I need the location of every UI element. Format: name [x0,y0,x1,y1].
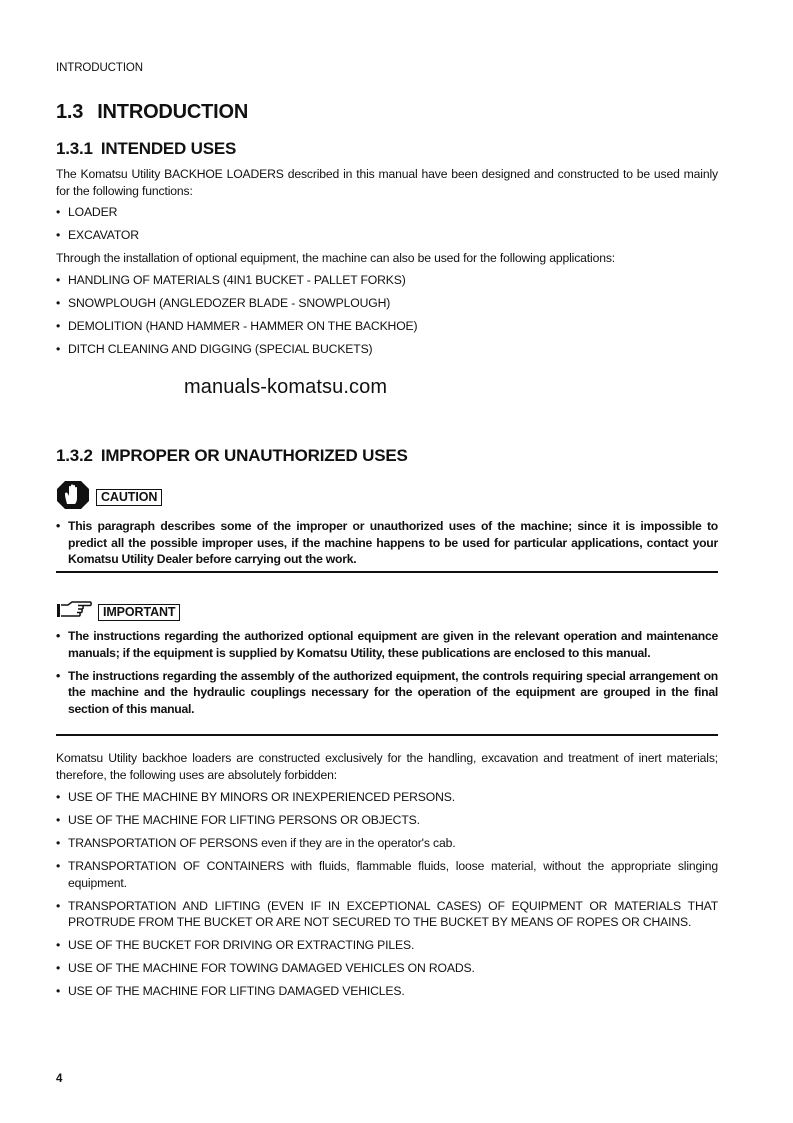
optional-equipment-intro: Through the installation of optional equipment, the machine can also be used for the following applications: [56,251,616,265]
list-item: • EXCAVATOR [56,227,718,244]
list-item: • USE OF THE BUCKET FOR DRIVING OR EXTRACTING PILES. [56,937,718,954]
functions-list [56,204,718,250]
section-heading [56,101,248,124]
subsection-heading-improper-uses [56,446,408,466]
list-item: • HANDLING OF MATERIALS (4IN1 BUCKET - PALLET FORKS) [56,272,718,289]
subsection-number: 1.3.2 [56,446,93,465]
page-number: 4 [56,1073,63,1085]
subsection-title: IMPROPER OR UNAUTHORIZED USES [100,446,408,465]
caution-notice [56,480,718,515]
subsection-number: 1.3.1 [56,139,93,158]
list-item: • USE OF THE MACHINE FOR TOWING DAMAGED VEHICLES ON ROADS. [56,960,718,977]
divider [56,734,718,736]
caution-list [56,518,718,568]
forbidden-uses-intro: Komatsu Utility backhoe loaders are constructed exclusively for the handling, excavation and treatment of inert materials; therefore, the following uses are absolutely forbidden: [56,751,718,782]
list-item: • USE OF THE MACHINE BY MINORS OR INEXPERIENCED PERSONS. [56,789,718,806]
list-item: • DEMOLITION (HAND HAMMER - HAMMER ON THE BACKHOE) [56,318,718,335]
applications-list [56,272,718,364]
list-item: • TRANSPORTATION OF PERSONS even if they are in the operator's cab. [56,835,718,852]
list-item: • The instructions regarding the assembly of the authorized equipment, the controls requiring special arrangement on the machine and the hydraulic couplings necessary for the operation of the equipment are grouped in the final section of this manual. [56,668,718,718]
pointing-hand-icon [56,601,92,624]
list-item: • TRANSPORTATION OF CONTAINERS with fluids, flammable fluids, loose material, without the appropriate slinging equipment. [56,858,718,891]
section-title: INTRODUCTION [97,101,249,123]
hand-stop-icon [56,480,90,515]
important-label: IMPORTANT [98,604,180,621]
forbidden-uses-list [56,789,718,1006]
list-item: • USE OF THE MACHINE FOR LIFTING PERSONS OR OBJECTS. [56,812,718,829]
list-item: • DITCH CLEANING AND DIGGING (SPECIAL BUCKETS) [56,341,718,358]
subsection-heading-intended-uses [56,139,236,159]
intended-uses-intro: The Komatsu Utility BACKHOE LOADERS described in this manual have been designed and constructed to be used mainly for the following functions: [56,167,718,198]
list-item: • TRANSPORTATION AND LIFTING (EVEN IF IN EXCEPTIONAL CASES) OF EQUIPMENT OR MATERIALS THAT PROTRUDE FROM THE BUCKET OR ARE NOT SECURED TO THE BUCKET BY MEANS OF ROPES OR CHAINS. [56,898,718,931]
section-number: 1.3 [56,101,84,123]
important-notice [56,601,718,624]
caution-label: CAUTION [96,489,162,506]
divider [56,571,718,573]
list-item: • SNOWPLOUGH (ANGLEDOZER BLADE - SNOWPLOUGH) [56,295,718,312]
list-item: • The instructions regarding the authorized optional equipment are given in the relevant operation and maintenance manuals; if the equipment is supplied by Komatsu Utility, these publications are enclosed to this manual. [56,628,718,661]
important-list [56,628,718,724]
list-item: • USE OF THE MACHINE FOR LIFTING DAMAGED VEHICLES. [56,983,718,1000]
list-item: • This paragraph describes some of the improper or unauthorized uses of the machine; since it is impossible to predict all the possible improper uses, if the machine happens to be used for particular applications, contact your Komatsu Utility Dealer before carrying out the work. [56,518,718,568]
running-header: INTRODUCTION [56,62,143,74]
subsection-title: INTENDED USES [100,139,237,158]
watermark-link[interactable]: manuals-komatsu.com [184,376,388,398]
list-item: • LOADER [56,204,718,221]
